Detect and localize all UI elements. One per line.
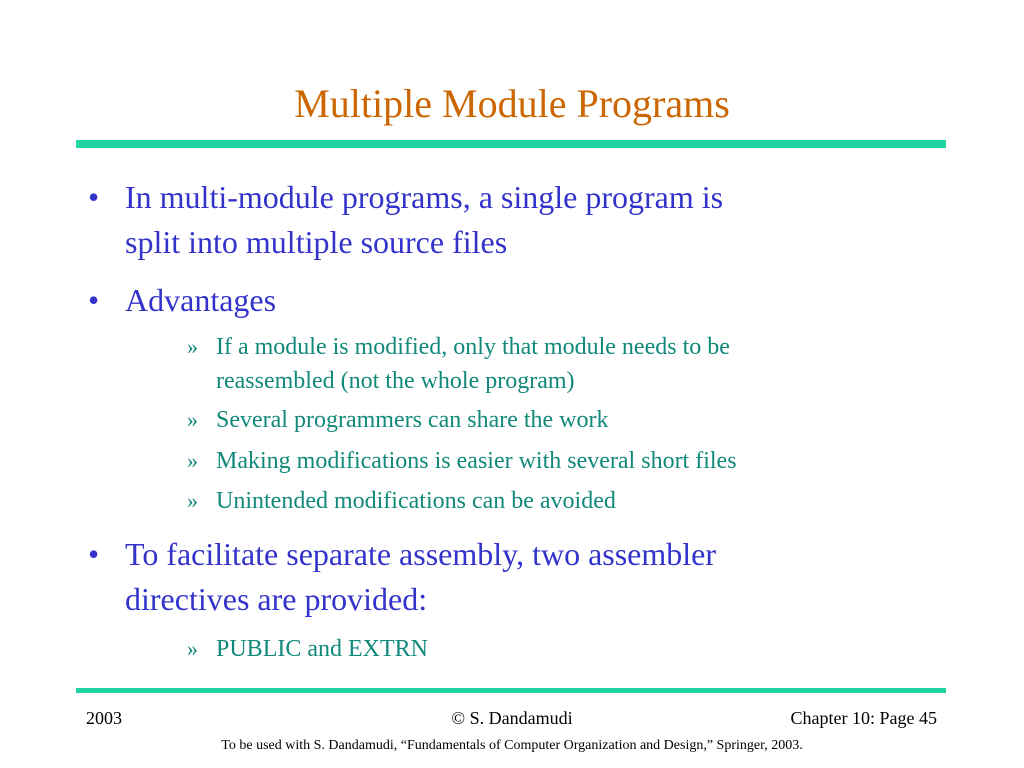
sub-bullet-line: Unintended modifications can be avoided xyxy=(216,488,616,514)
sub-bullet-text xyxy=(216,484,916,518)
footer-year: 2003 xyxy=(86,708,122,728)
sub-bullet-text xyxy=(216,330,916,398)
sub-bullet-text xyxy=(216,444,916,478)
bullet-line: directives are provided: xyxy=(125,581,428,617)
sub-bullet-mark: » xyxy=(187,636,198,661)
bullet-mark: • xyxy=(88,282,100,318)
sub-bullet-line: PUBLIC and EXTRN xyxy=(216,636,428,662)
sub-bullet-line: reassembled (not the whole program) xyxy=(216,368,575,394)
bullet-line: Advantages xyxy=(125,282,277,318)
bullet-line: In multi-module programs, a single program is xyxy=(125,179,724,215)
sub-bullet-mark: » xyxy=(187,334,198,359)
footer-divider xyxy=(76,688,946,693)
sub-bullet-line: Making modifications is easier with several short files xyxy=(216,448,737,474)
bullet-text xyxy=(125,175,925,265)
sub-bullet-text xyxy=(216,632,916,666)
bullet-mark: • xyxy=(88,179,100,215)
bullet-line: split into multiple source files xyxy=(125,224,508,260)
footer-page-number: Chapter 10: Page 45 xyxy=(790,708,937,728)
sub-bullet-text xyxy=(216,403,916,437)
footer-author: © S. Dandamudi xyxy=(451,708,573,728)
sub-bullet-line: Several programmers can share the work xyxy=(216,407,609,433)
footer-citation: To be used with S. Dandamudi, “Fundamentals of Computer Organization and Design,” Springer, 2003. xyxy=(221,738,803,753)
bullet-text xyxy=(125,532,925,622)
sub-bullet-line: If a module is modified, only that module needs to be xyxy=(216,334,730,360)
bullet-line: To facilitate separate assembly, two assembler xyxy=(125,536,717,572)
bullet-text xyxy=(125,278,925,323)
sub-bullet-mark: » xyxy=(187,448,198,473)
title-divider xyxy=(76,140,946,148)
bullet-mark: • xyxy=(88,536,100,572)
sub-bullet-mark: » xyxy=(187,407,198,432)
slide-title: Multiple Module Programs xyxy=(294,81,730,126)
sub-bullet-mark: » xyxy=(187,488,198,513)
